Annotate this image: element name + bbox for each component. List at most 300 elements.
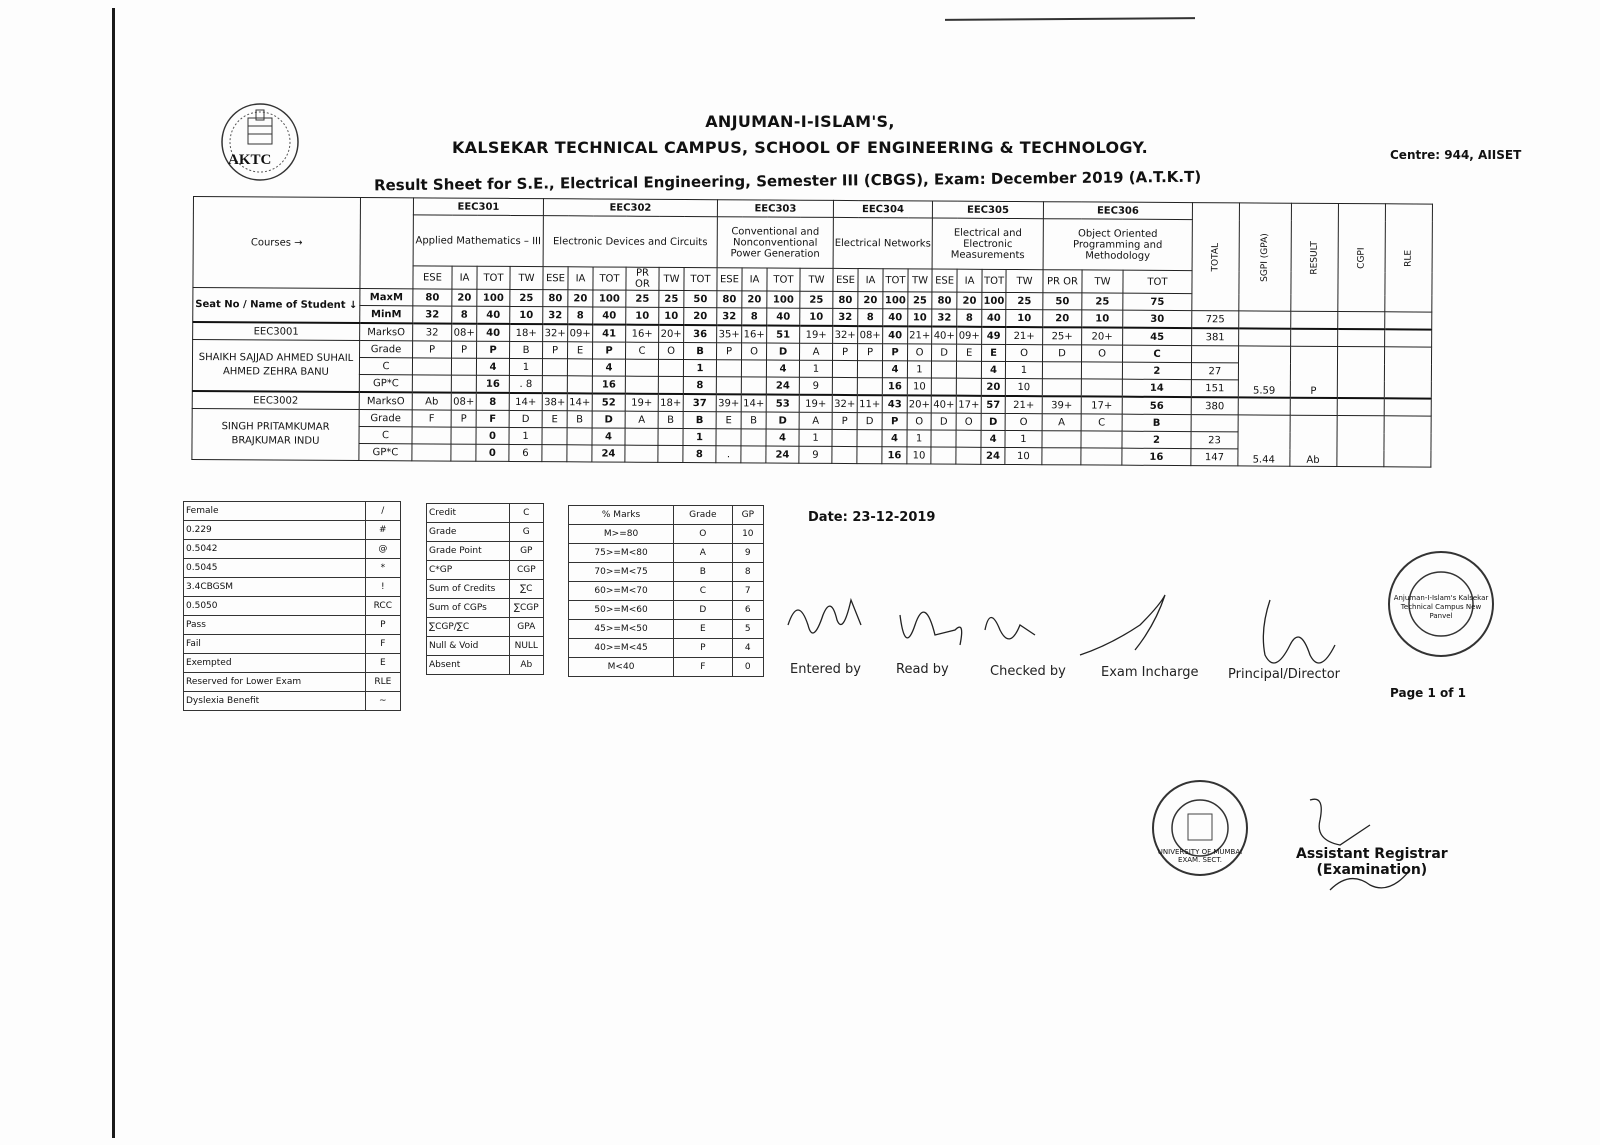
table-cell [451,444,476,461]
table-cell: 4 [592,428,625,445]
row-label: GP*C [359,375,412,393]
row-total [1191,346,1238,363]
table-cell: Ab [412,392,451,410]
legend-cell: 0.5045 [184,559,366,578]
table-cell [1239,328,1291,346]
table-cell: 52 [592,393,625,411]
sub-header: TW [510,266,543,289]
table-cell: O [1005,344,1042,361]
legend-row [569,563,764,582]
table-cell: 56 [1122,397,1191,415]
legend-row [569,525,764,544]
table-cell: O [1081,345,1122,362]
legend-cell: M<40 [569,658,674,677]
signature-exam-incharge: Exam Incharge [1101,665,1199,680]
table-cell [542,445,567,462]
table-cell: 16 [592,376,625,394]
legend-cell: C [674,582,733,601]
table-cell: 25 [626,290,659,307]
legend-cell: GP [509,542,543,561]
table-cell: 50 [684,291,717,308]
table-cell: 4 [882,361,907,378]
table-cell: 10 [1005,378,1042,396]
table-cell: 14+ [509,393,542,411]
table-cell: 9 [799,446,832,463]
row-total: 151 [1191,380,1238,398]
table-cell [1081,448,1122,465]
table-cell: B [567,411,592,428]
table-cell [1337,398,1384,416]
legend-cell: C*GP [427,561,510,580]
table-cell: B [684,342,717,359]
table-cell: E [568,342,593,359]
table-cell: 40 [883,326,908,344]
table-cell: 32+ [832,395,857,413]
result-value: Ab [1289,415,1336,466]
table-cell: 25 [1082,293,1123,310]
table-cell [1081,431,1122,448]
university-stamp-text: UNIVERSITY OF MUMBAI EXAM. SECT. [1157,848,1243,864]
table-cell [741,377,766,395]
table-cell [567,359,592,376]
table-cell [412,375,451,393]
legend-cell: G [509,523,543,542]
table-cell: P [452,341,477,358]
legend-row [427,504,544,523]
table-cell: O [907,413,931,430]
table-cell: O [956,413,981,430]
legend-cell: Reserved for Lower Exam [184,673,366,692]
legend-cell: O [674,525,733,544]
table-cell: P [717,343,742,360]
table-cell: 10 [510,306,543,324]
legend-header: Grade [674,506,733,525]
table-cell: 20+ [907,395,931,413]
sub-header: TOT [477,266,510,289]
table-cell: 1 [683,359,716,376]
legend-row [427,656,544,675]
table-cell: 10 [1005,447,1042,464]
student-name: SHAIKH SAJJAD AHMED SUHAIL AHMED ZEHRA BANU [192,340,359,393]
sub-header: IA [452,266,477,289]
table-cell: 40+ [932,327,957,345]
table-cell [567,428,592,445]
legend-cell: E [365,654,400,673]
legend-cell: Ab [509,656,543,675]
table-cell [857,447,882,464]
sub-header: ESE [833,268,858,291]
table-cell: 09+ [957,327,982,345]
sub-header: TOT [767,268,800,291]
table-cell: 8 [476,393,509,411]
legend-row [184,559,401,578]
table-cell [658,359,683,376]
table-cell: 18+ [658,394,683,412]
table-cell: 14+ [741,394,766,412]
legend-cell: RCC [365,597,400,616]
legend-cell: A [674,544,733,563]
legend-cell: Null & Void [427,637,510,656]
table-cell: . [716,446,741,463]
table-cell [1042,379,1081,397]
legend-cell: ~ [365,692,400,711]
sub-header: IA [957,269,982,292]
legend-cell: 40>=M<45 [569,639,674,658]
table-cell [451,375,476,393]
table-cell: 32 [717,308,742,326]
table-cell [1042,448,1081,465]
course-name: Conventional and Nonconventional Power Generation [717,217,833,269]
legend-cell: 5 [732,620,763,639]
table-cell [832,360,857,377]
table-cell: 43 [882,395,907,413]
table-cell: 8 [858,309,883,327]
row-total [1191,415,1238,432]
legend-row [184,635,401,654]
sub-header: TW [1082,270,1123,293]
table-cell: 18+ [510,324,543,342]
table-cell [412,444,451,461]
table-cell: 08+ [452,324,477,342]
table-cell: 24 [766,377,799,395]
row-label: MarksO [360,323,413,341]
table-cell: 0 [476,444,509,461]
table-cell: P [858,344,883,361]
legend-row [569,544,764,563]
table-cell: 32 [413,323,452,341]
seat-name-header: Seat No / Name of Student ↓ [193,288,360,324]
table-cell: C [1081,414,1122,431]
table-cell: 0 [476,427,509,444]
table-cell [412,358,451,375]
table-cell: 10 [907,378,931,396]
row-label: Grade [359,410,412,427]
table-cell: 40+ [931,396,956,414]
table-cell [451,427,476,444]
table-cell: 2 [1122,362,1191,379]
legend-cell: B [674,563,733,582]
course-name: Electronic Devices and Circuits [543,216,717,268]
legend-symbols [183,501,401,711]
legend-row [569,658,764,677]
table-cell: 1 [1005,430,1042,447]
table-cell: 100 [767,291,800,308]
table-cell: 20 [957,292,982,309]
table-cell [741,446,766,463]
signature-checked-by: Checked by [990,664,1066,679]
signature-read-by: Read by [896,662,949,677]
legend-cell: P [674,639,733,658]
legend-cell: F [674,658,733,677]
table-cell: 20 [684,308,717,326]
table-cell [931,430,956,447]
legend-cell: 45>=M<50 [569,620,674,639]
legend-cell: 60>=M<70 [569,582,674,601]
table-cell [1290,311,1337,329]
table-cell: 25 [800,291,833,308]
university-stamp [1150,778,1250,878]
row-label: GP*C [359,444,412,461]
table-cell: 21+ [908,326,932,344]
row-label: C [359,427,412,444]
legend-row [184,692,401,711]
sub-header: TOT [1123,270,1192,293]
table-cell: . 8 [509,375,542,393]
table-cell: D [509,410,542,427]
table-cell: 80 [543,290,568,307]
course-code: EEC301 [413,198,543,216]
table-cell [625,359,658,376]
table-cell: 16 [882,447,907,464]
legend-cell: Grade [427,523,510,542]
legend-row [569,582,764,601]
legend-cell: NULL [509,637,543,656]
legend-header: GP [732,506,763,525]
legend-cell: F [365,635,400,654]
table-cell: 32 [413,306,452,324]
cgpi-value [1336,415,1383,466]
legend-cell: @ [365,540,400,559]
sub-header: ESE [932,269,957,292]
legend-abbreviations [426,503,544,675]
logo-text: AKTC [228,152,272,168]
table-cell: D [932,344,957,361]
legend-row [184,540,401,559]
sub-header: IA [858,269,883,292]
table-cell: 32+ [543,324,568,342]
legend-cell: 0.229 [184,521,366,540]
table-cell: P [413,341,452,358]
legend-cell: Credit [427,504,510,523]
legend-cell: D [674,601,733,620]
table-cell [1081,362,1122,379]
table-cell: 17+ [956,396,981,414]
table-cell: 32 [833,308,858,326]
legend-cell: Female [184,502,366,521]
legend-row [184,521,401,540]
table-cell: O [1005,413,1042,430]
legend-row [184,578,401,597]
legend-cell: 8 [732,563,763,582]
rle-value [1383,416,1430,467]
table-cell: 80 [932,292,957,309]
sub-header: PR OR [626,267,659,290]
course-code: EEC306 [1043,202,1192,220]
table-cell: 20 [1043,310,1082,328]
table-cell [832,429,857,446]
table-cell [542,428,567,445]
row-total: 27 [1191,363,1238,380]
legend-cell: P [365,616,400,635]
table-cell: 50 [1043,293,1082,310]
table-cell: 8 [742,308,767,326]
table-cell: 75 [1123,293,1192,310]
result-value: P [1290,346,1337,398]
legend-cell: 50>=M<60 [569,601,674,620]
table-cell [567,376,592,394]
table-cell: 2 [1122,431,1191,448]
table-cell: 25 [908,292,932,309]
table-cell [716,377,741,395]
legend-row [184,654,401,673]
table-cell [1081,379,1122,397]
table-cell [625,428,658,445]
table-cell [832,377,857,395]
table-cell: E [542,411,567,428]
legend-cell: Absent [427,656,510,675]
table-cell: D [592,411,625,428]
column-header-vertical [1384,204,1432,312]
table-cell: 8 [568,307,593,325]
table-cell: 11+ [857,395,882,413]
legend-header: % Marks [569,506,674,525]
course-name: Electrical Networks [833,217,932,269]
centre-label: Centre: 944, AIISET [1390,148,1522,162]
table-cell [716,360,741,377]
table-cell: 45 [1123,328,1192,346]
row-label: MarksO [359,392,412,410]
table-cell: 10 [908,309,932,327]
table-cell: 41 [593,324,626,342]
page-margin-line [112,8,115,1138]
table-cell: 09+ [568,324,593,342]
table-cell: P [833,343,858,360]
table-cell [857,361,882,378]
table-cell: F [476,410,509,427]
table-cell [857,430,882,447]
table-cell: 32 [543,307,568,325]
table-cell: B [1122,414,1191,431]
legend-cell: 3.4CBGSM [184,578,366,597]
table-cell: A [800,343,833,360]
page-number: Page 1 of 1 [1390,686,1466,700]
table-cell: 1 [509,358,542,375]
legend-cell: ! [365,578,400,597]
row-label: MaxM [360,289,413,306]
table-cell: 39+ [1042,396,1081,414]
legend-row [427,618,544,637]
legend-row [427,599,544,618]
table-cell: P [882,413,907,430]
legend-cell: / [365,502,400,521]
table-cell: 25+ [1043,327,1082,345]
table-cell: 08+ [858,326,883,344]
table-cell: 80 [413,289,452,306]
legend-cell: Fail [184,635,366,654]
legend-cell: CGP [509,561,543,580]
column-header-vertical [1239,203,1291,311]
table-cell: B [683,411,716,428]
table-cell: E [716,412,741,429]
legend-cell: M>=80 [569,525,674,544]
table-cell: D [766,412,799,429]
table-cell [1238,397,1290,415]
table-cell: 25 [1006,292,1043,309]
table-cell: B [658,411,683,428]
scan-mark-line [945,17,1195,21]
table-cell: 10 [1082,310,1123,328]
table-cell: O [742,343,767,360]
legend-cell: Dyslexia Benefit [184,692,366,711]
table-cell: 25 [659,290,684,307]
table-cell [1384,329,1431,347]
table-cell: 100 [477,289,510,306]
table-cell [412,427,451,444]
result-date: Date: 23-12-2019 [808,510,936,525]
result-table [191,196,1432,468]
table-cell: 14 [1122,379,1191,397]
table-cell: D [931,413,956,430]
table-cell: 100 [593,290,626,307]
table-cell: D [767,343,800,360]
table-cell: C [626,342,659,359]
sub-header: TOT [593,267,626,290]
table-cell [625,445,658,462]
course-name: Object Oriented Programming and Methodology [1043,219,1192,271]
legend-row [427,637,544,656]
table-cell: P [543,342,568,359]
table-cell: B [510,341,543,358]
legend-row [427,561,544,580]
legend-row [184,597,401,616]
sub-header: TOT [982,269,1006,292]
table-cell: 6 [509,444,542,461]
legend-cell: Pass [184,616,366,635]
sub-header: IA [568,267,593,290]
sub-header: TW [1006,269,1043,292]
table-cell: 40 [767,308,800,326]
legend-row [184,673,401,692]
table-cell: 30 [1123,310,1192,328]
institution-line2: KALSEKAR TECHNICAL CAMPUS, SCHOOL OF ENGINEERING & TECHNOLOGY. [451,138,1149,157]
signature-principal: Principal/Director [1228,667,1340,682]
table-cell: 1 [907,430,931,447]
registrar-block [1296,846,1448,878]
vertical-header-label: RESULT [1309,240,1320,275]
table-cell: 10 [907,447,931,464]
vertical-header-label: SGPI (GPA) [1259,232,1271,282]
student-name: SINGH PRITAMKUMAR BRAJKUMAR INDU [192,408,359,460]
result-sheet-title: Result Sheet for S.E., Electrical Engineering, Semester III (CBGS), Exam: December 2019 (A.T.K.T) [373,167,1202,195]
table-cell: F [412,410,451,427]
table-cell [542,376,567,394]
table-cell: 25 [510,289,543,306]
column-header-vertical [1337,203,1385,311]
registrar-subtitle: (Examination) [1316,862,1428,878]
table-cell: 16 [882,378,907,396]
table-cell: A [1042,414,1081,431]
sub-header: TW [800,268,833,291]
table-cell [857,378,882,396]
table-cell: 8 [452,306,477,324]
row-total: 23 [1191,432,1238,449]
table-cell: 20 [452,289,477,306]
legend-row [569,601,764,620]
legend-cell: 70>=M<75 [569,563,674,582]
legend-cell: 6 [732,601,763,620]
course-code: EEC304 [833,200,932,218]
table-cell: 49 [982,327,1006,345]
table-cell [451,358,476,375]
rle-value [1384,347,1431,399]
legend-cell: 10 [732,525,763,544]
legend-cell: ∑C [509,580,543,599]
table-cell: 1 [907,361,931,378]
table-cell [931,447,956,464]
table-cell: 24 [592,445,625,462]
row-label: MinM [360,306,413,324]
legend-grading [568,505,764,677]
